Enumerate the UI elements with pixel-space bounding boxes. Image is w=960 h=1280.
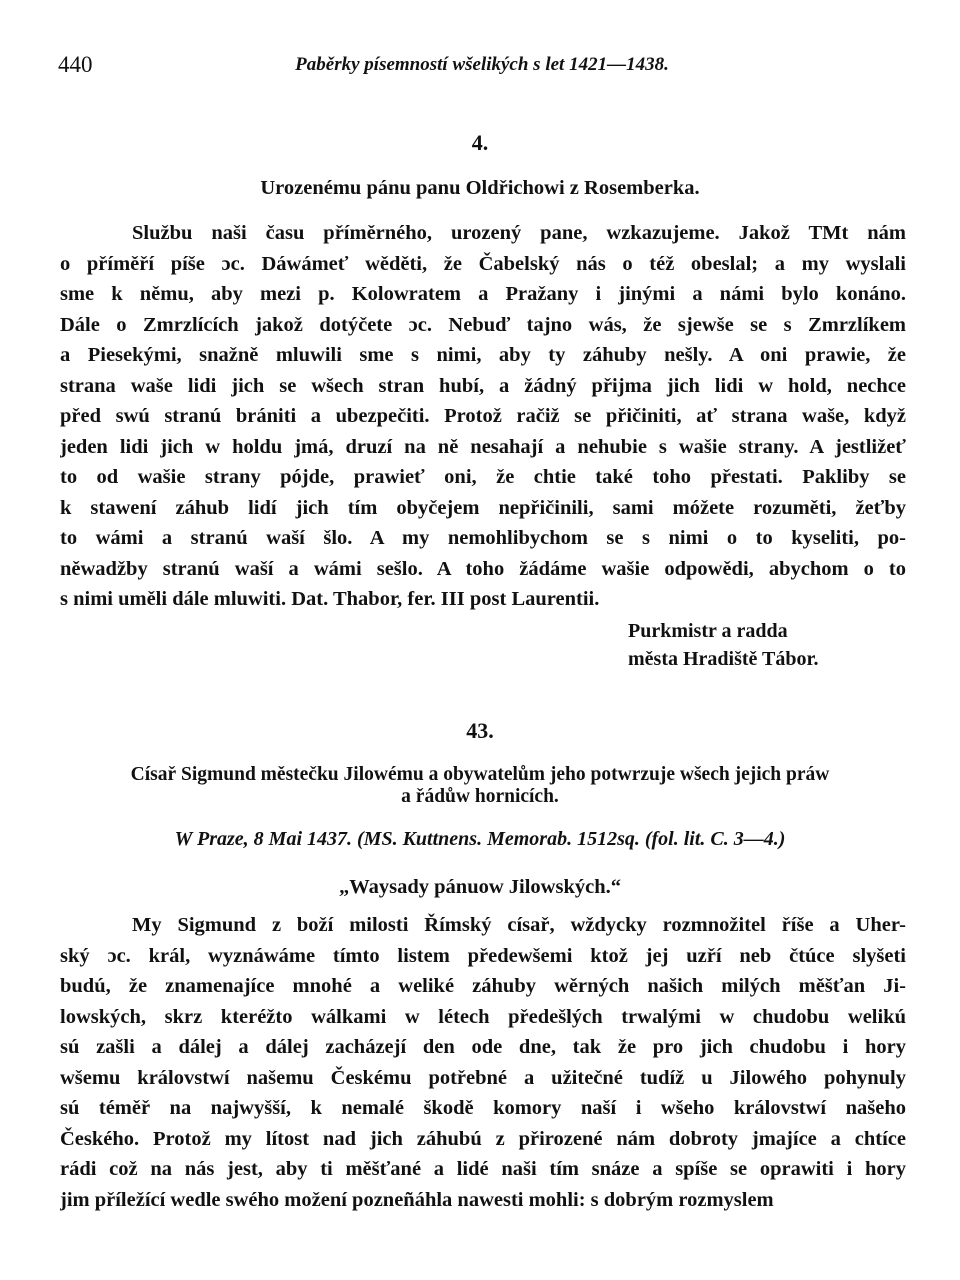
text-line: wšemu královstwí našemu Českému potřebné a užitečné tudíž u Jilowého pohynuly xyxy=(60,1066,906,1089)
text-line: k stawení záhub lidí jich tím obyčejem nepřičinili, sami móžete rozuměti, žeťby xyxy=(60,496,906,519)
text-line: to wámi a stranú waší šlo. A my nemohlibychom se s nimi o to kyseliti, po- xyxy=(60,527,906,549)
signature xyxy=(628,617,819,673)
running-title: Paběrky písemností wšelikých s let 1421—1438. xyxy=(295,54,669,75)
text-line: před swú stranú brániti a ubezpečiti. Protož račiž se přičiniti, ať strana waše, když xyxy=(60,405,906,427)
text-line: Službu naši času příměrného, urozený pane, wzkazujeme. Jakož TMt nám xyxy=(132,222,906,244)
signature-line: Purkmistr a radda xyxy=(628,620,788,642)
charter-body xyxy=(60,910,906,1215)
text-line: něwadžby stranú waší a wámi sešlo. A toho žádáme wašie odpowědi, abychom o to xyxy=(60,557,906,580)
letter-address: Urozenému pánu panu Oldřichowi z Rosemberka. xyxy=(260,177,700,199)
text-line: jeden lidi jich w holdu jmá, druzí na ně nesahají a nehubie s wašie strany. A jestližeť xyxy=(60,435,906,458)
text-line: a Piesekými, snažně mluwili sme s nimi, aby ty záhuby nešly. A oni prawie, že xyxy=(60,344,906,366)
text-line: My Sigmund z boží milosti Římský císař, wždycky rozmnožitel říše a Uher- xyxy=(132,914,906,936)
charter-number: 43. xyxy=(466,718,494,743)
text-line: ský ɔc. král, wyznáwáme tímto listem předewšemi ktož jej uzří neb čtúce slyšeti xyxy=(60,944,906,967)
text-line: sme k němu, aby mezi p. Kolowratem a Pražany i jinými a námi bylo konáno. xyxy=(60,283,906,305)
text-line: o příměří píše ɔc. Dáwámeť wěděti, že Čabelský nás o též obeslal; a my wyslali xyxy=(60,252,906,275)
text-line: s nimi uměli dále mluwiti. Dat. Thabor, fer. III post Laurentii. xyxy=(60,588,600,610)
charter-title xyxy=(0,764,960,808)
letter-number: 4. xyxy=(471,130,489,155)
page-number: 440 xyxy=(58,52,93,77)
text-line: strana waše lidi jich se wšech stran hubí, a žádný přijma jich lidi w hold, nechce xyxy=(60,374,906,397)
text-line: sú téměř na najwyšší, k nemalé škodě komory naší i wšeho královstwí našeho xyxy=(60,1097,906,1119)
letter-body xyxy=(60,218,906,615)
text-line: lowských, skrz kteréžto wálkami w létech předešlých trwalými w chudobu welikú xyxy=(60,1005,906,1028)
charter-dateline: W Praze, 8 Mai 1437. (MS. Kuttnens. Memorab. 1512sq. (fol. lit. C. 3—4.) xyxy=(174,828,786,850)
signature-line: města Hradiště Tábor. xyxy=(628,648,819,670)
text-line: budú, že znamenajíce mnohé a weliké záhuby wěrných našich milých měšťan Ji- xyxy=(60,975,906,997)
charter-title-line: Císař Sigmund městečku Jilowému a obywatelům jeho potwrzuje wšech jejich práw xyxy=(130,764,830,785)
running-head xyxy=(58,52,906,82)
text-line: jim příležící wedle swého možení pozneñáhla nawesti mohli: s dobrým rozmyslem xyxy=(60,1188,774,1211)
text-line: Českého. Protož my lítost nad jich záhubú z přirozené nám dobroty jmajíce a chtíce xyxy=(60,1127,906,1150)
text-line: to od wašie strany pójde, prawieť oni, že chtie také toho přestati. Pakliby se xyxy=(60,466,906,488)
text-line: sú zašli a dálej a dálej zacházejí den ode dne, tak že pro jich chudobu i hory xyxy=(60,1036,906,1058)
text-line: rádi což na nás jest, aby ti měšťané a lidé naši tím snáze a spíše se oprawiti i hory xyxy=(60,1158,906,1180)
text-line: Dále o Zmrzlících jakož dotýčete ɔc. Nebuď tajno wás, že sjewše se s Zmrzlíkem xyxy=(60,313,906,336)
charter-subtitle: „Waysady pánuow Jilowských.“ xyxy=(339,876,621,898)
charter-title-line: a řádůw hornicích. xyxy=(401,786,559,807)
